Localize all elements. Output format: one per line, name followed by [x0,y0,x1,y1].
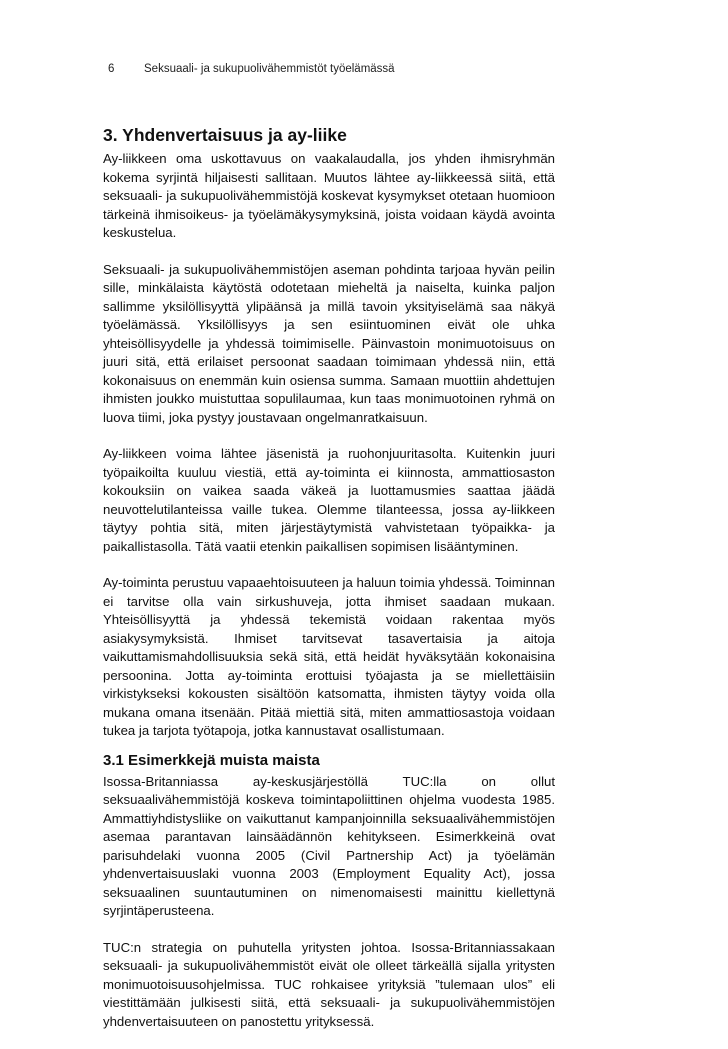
paragraph: Ay-toiminta perustuu vapaaehtoisuuteen ja haluun toimia yhdessä. Toiminnan ei tarvitse olla vain sirkushuveja, jotta ihmiset saadaan mukaan. Yhteisöllisyyttä ja yhdessä tekemistä voidaan rakentaa myös asiakysymyksistä. Ihmiset tarvitsevat tasavertaisia ja aitoja vaikuttamismahdollisuuksia sekä sitä, että heidät hyväksytään kokonaisina persoonina. Jotta ay-toiminta erottuisi työajasta ja se miellettäisiin virkistykseksi kokousten sisältöön katsomatta, ihmisten täytyy voida olla mukana omana itsenään. Pitää miettiä sitä, miten ammattiosastoja voidaan tukea ja tarjota työtapoja, jotka kannustavat osallistumaan. [103,575,555,738]
running-title: Seksuaali- ja sukupuolivähemmistöt työelämässä [144,63,395,75]
paragraph: Isossa-Britanniassa ay-keskusjärjestöllä TUC:lla on ollut seksuaalivähemmistöjä koskeva toimintapoliittinen ohjelma vuodesta 1985. Ammattiyhdistysliike on vaikuttanut kampanjoinnilla seksuaalivähemmistöjen asemaa parantavan lainsäädännön kehitykseen. Esimerkkeinä ovat parisuhdelaki vuonna 2005 (Civil Partnership Act) ja työelämän yhdenvertaisuuslaki vuonna 2003 (Employment Equality Act), jossa seksuaalinen suuntautuminen on nimenomaisesti mainittu kiellettynä syrjintäperusteena. [103,773,555,918]
paragraph: Ay-liikkeen voima lähtee jäsenistä ja ruohonjuuritasolta. Kuitenkin juuri työpaikoilta kuuluu viestiä, että ay-toiminta ei kiinnosta, ammattiosaston kokouksiin on vaikea saada väkeä ja luottamusmies saattaa jäädä neuvottelutilanteissa vaille tukea. Olemme tilanteessa, jossa ay-liikkeen täytyy pohtia sitä, miten järjestäytymistä vahvistetaan työpaikka- ja paikallistasolla. Tätä vaatii etenkin paikallisen sopimisen lisääntyminen. [103,446,555,554]
paragraph: TUC:n strategia on puhutella yritysten johtoa. Isossa-Britanniassakaan seksuaali- ja sukupuolivähemmistöt eivät ole olleet tärkeällä sijalla yritysten monimuotoisuusohjelmissa. TUC rohkaisee yrityksiä ”tulemaan ulos” eli viestittämään julkisesti siitä, että seksuaali- ja sukupuolivähemmistöjen yhdenvertaisuuteen on panostettu yrityksessä. [103,939,555,1029]
page-number: 6 [108,63,115,75]
page-body [103,124,555,1049]
subsection-heading: 3.1 Esimerkkejä muista maista [103,751,320,769]
paragraph: Seksuaali- ja sukupuolivähemmistöjen aseman pohdinta tarjoaa hyvän peilin sille, minkälaista käytöstä odotetaan mieheltä ja naiselta, kuinka paljon sallimme yksilöllisyyttä ylipäänsä ja millä tavoin yksityiselämä saa näkyä työelämässä. Yksilöllisyys ja sen esiintuominen eivät ole uhka yhteisöllisyydelle ja yhdessä toimimiselle. Päinvastoin monimuotoisuus on juuri sitä, että erilaiset persoonat saadaan toimimaan yhdessä niin, että kokonaisuus on enemmän kuin osiensa summa. Samaan muottiin ahdettujen ihmisten joukko muistuttaa sopulilaumaa, kun taas monimuotoinen ryhmä on luova tiimi, joka pystyy joustavaan ongelmanratkaisuun. [103,261,555,425]
section-heading: 3. Yhdenvertaisuus ja ay-liike [103,125,347,145]
paragraph: Ay-liikkeen oma uskottavuus on vaakalaudalla, jos yhden ihmisryhmän kokema syrjintä hiljaisesti sallitaan. Muutos lähtee ay-liikkeessä siitä, että seksuaali- ja sukupuolivähemmistöjä koskevat kysymykset otetaan huomioon tärkeinä ihmisoikeus- ja työelämäkysymyksinä, joista voidaan käydä avointa keskustelua. [103,151,555,240]
running-header [108,63,395,75]
